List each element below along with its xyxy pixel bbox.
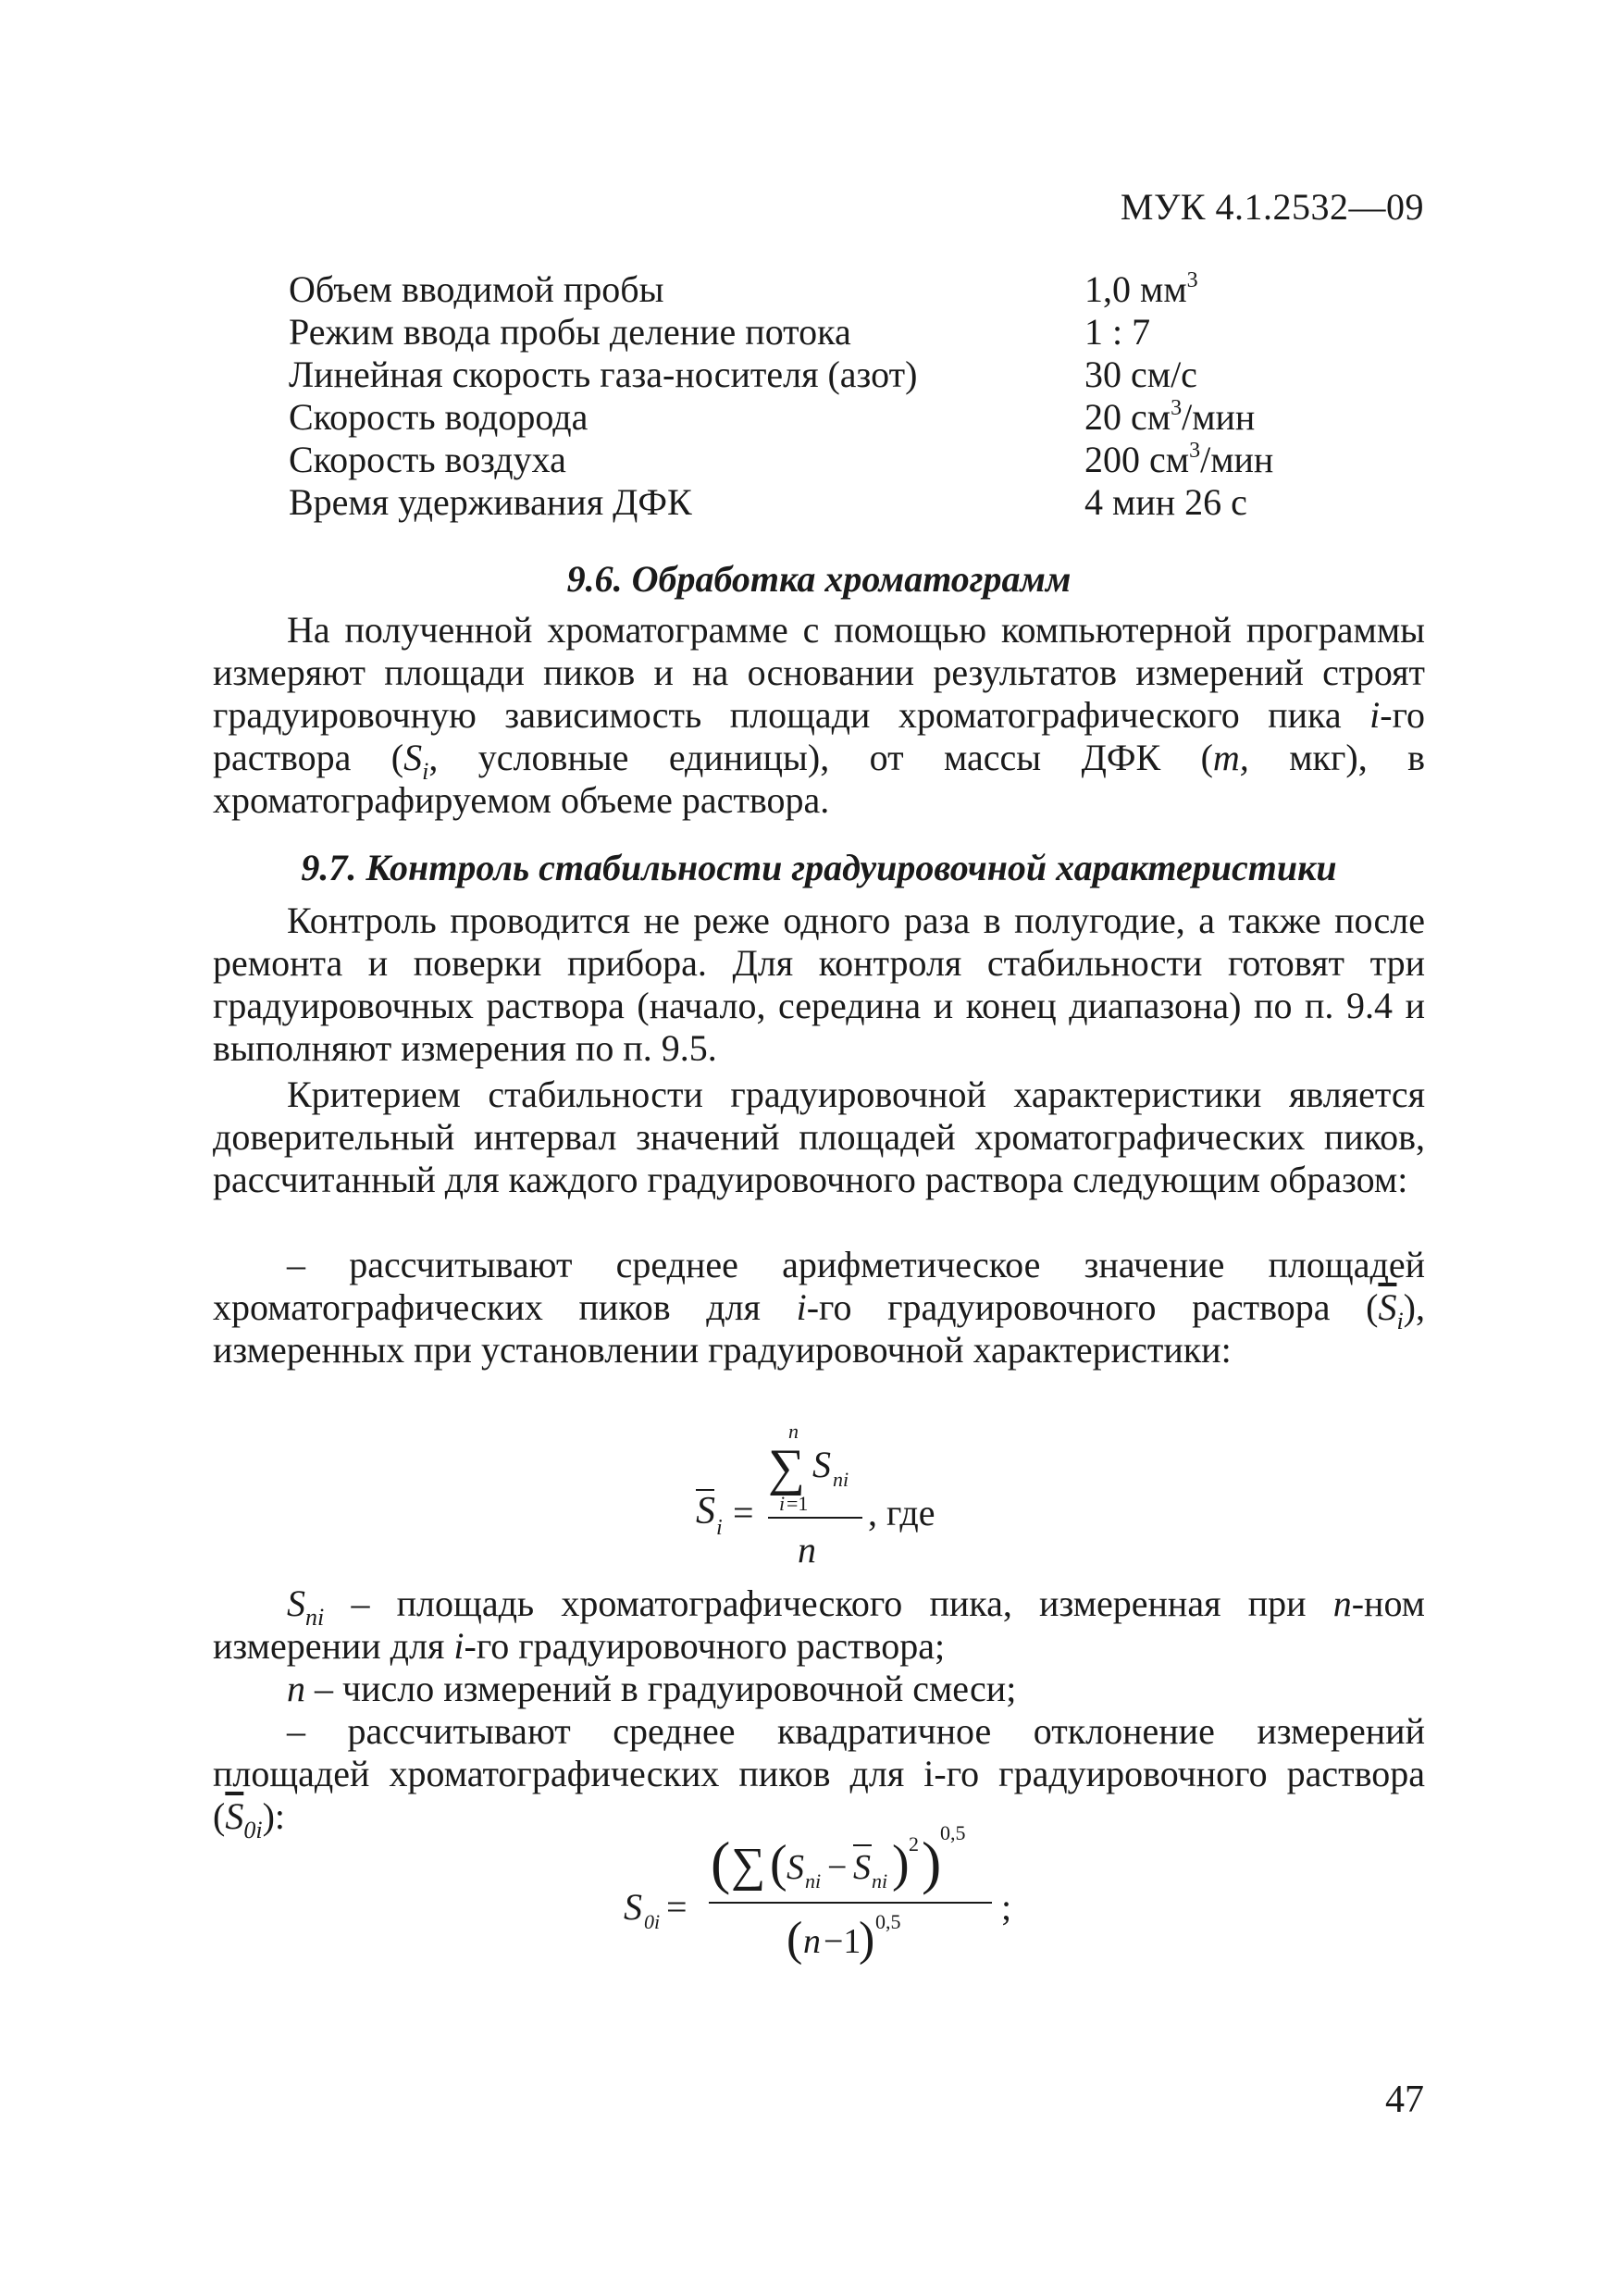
param-value: 1 : 7 [1084, 311, 1151, 353]
param-value: 1,0 $мм^3$ [1084, 268, 1198, 310]
param-name: Скорость воздуха [289, 439, 566, 480]
svg-text:0i: 0i [644, 1910, 661, 1933]
section-96-paragraph: На полученной хроматограмме с помощью компьютерной программы измеряют площади пиков и на основании результатов измерений строят градуировочную зависимость площади хроматографического пика i-го раствора ($S_i$, условные единицы), от массы ДФК (m, мкг), в хроматографируемом объеме раствора. [213, 609, 1425, 821]
svg-text:(: ( [787, 1913, 803, 1966]
page-number: 47 [1385, 2079, 1424, 2121]
param-value: 30 см/с [1084, 354, 1197, 395]
formula-semicolon: ; [1001, 1886, 1012, 1928]
svg-text:0,5: 0,5 [940, 1821, 966, 1844]
svg-text:n: n [788, 1420, 799, 1443]
svg-text:=1: =1 [787, 1492, 809, 1515]
param-value: 4 мин 26 с [1084, 481, 1247, 523]
param-row [289, 268, 1399, 311]
param-name: Время удерживания ДФК [289, 481, 692, 523]
definition-sni: $S_{ni}$ – площадь хроматографического пика, измеренная при n-ном измерении для i-го градуировочного раствора; [213, 1582, 1425, 1667]
svg-text:ni: ni [833, 1468, 849, 1491]
svg-text:=: = [666, 1886, 688, 1928]
param-row [289, 439, 1399, 481]
formula-std-deviation [620, 1814, 1046, 1999]
svg-text:): ) [922, 1830, 942, 1895]
svg-text:ni: ni [805, 1869, 822, 1893]
section-97-paragraph-1: Контроль проводится не реже одного раза в полугодие, а также после ремонта и поверки прибора. Для контроля стабильности готовят три градуировочных раствора (начало, середина и конец диапазона) по п. 9.4 и выполняют измерения по п. 9.5. [213, 900, 1425, 1069]
param-value: 20 $см^3$/мин [1084, 396, 1256, 438]
svg-text:S: S [787, 1848, 804, 1887]
svg-text:i: i [716, 1516, 723, 1540]
section-97-paragraph-3: – рассчитывают среднее арифметическое значение площадей хроматографических пиков для i-го градуировочного раствора $(\overline{S}_i)$, измеренных при установлении градуировочной характеристики: [213, 1244, 1425, 1371]
param-row [289, 311, 1399, 354]
section-97-paragraph-2: Критерием стабильности градуировочной характеристики является доверительный интервал значений площадей хроматографических пиков, рассчитанный для каждого градуировочного раствора следующим образом: [213, 1074, 1425, 1200]
svg-text:(: ( [711, 1830, 731, 1895]
param-name: Скорость водорода [289, 396, 588, 438]
formula-mean-area [648, 1416, 1018, 1582]
svg-text:S: S [696, 1490, 715, 1533]
param-row [289, 481, 1399, 524]
param-row [289, 354, 1399, 396]
definition-n: n – число измерений в градуировочной смеси; [287, 1668, 1017, 1709]
svg-text:i: i [779, 1492, 786, 1515]
svg-text:S: S [624, 1886, 642, 1928]
section-97-paragraph-4: – рассчитывают среднее квадратичное отклонение измерений площадей хроматографических пиков для i-го градуировочного раствора $(\overline{S}_{0i})$: [213, 1710, 1425, 1843]
param-name: Объем вводимой пробы [289, 268, 664, 310]
svg-text:=: = [733, 1492, 754, 1533]
svg-text:n: n [798, 1529, 816, 1570]
svg-text:): ) [859, 1913, 875, 1966]
param-name: Линейная скорость газа-носителя (азот) [289, 354, 918, 395]
svg-text:−1: −1 [824, 1922, 861, 1961]
svg-text:S: S [812, 1444, 831, 1485]
param-row [289, 396, 1399, 439]
svg-text:∑: ∑ [731, 1839, 766, 1892]
svg-text:): ) [892, 1835, 910, 1893]
svg-text:−: − [827, 1848, 848, 1887]
formula-where-label: , где [868, 1492, 935, 1533]
document-code-header: МУК 4.1.2532—09 [1120, 186, 1424, 228]
svg-text:S: S [853, 1848, 871, 1887]
svg-text:0,5: 0,5 [875, 1910, 901, 1933]
param-name: Режим ввода пробы деление потока [289, 311, 851, 353]
svg-text:n: n [803, 1922, 821, 1961]
svg-text:2: 2 [909, 1832, 919, 1855]
parameter-list [289, 268, 1399, 524]
svg-text:ni: ni [872, 1869, 888, 1893]
section-97-title: 9.7. Контроль стабильности градуировочной характеристики [301, 847, 1337, 888]
svg-text:(: ( [770, 1835, 787, 1893]
section-96-title: 9.6. Обработка хроматограмм [566, 558, 1072, 600]
param-value: 200 $см^3$/мин [1084, 439, 1274, 480]
svg-text:∑: ∑ [768, 1439, 805, 1496]
